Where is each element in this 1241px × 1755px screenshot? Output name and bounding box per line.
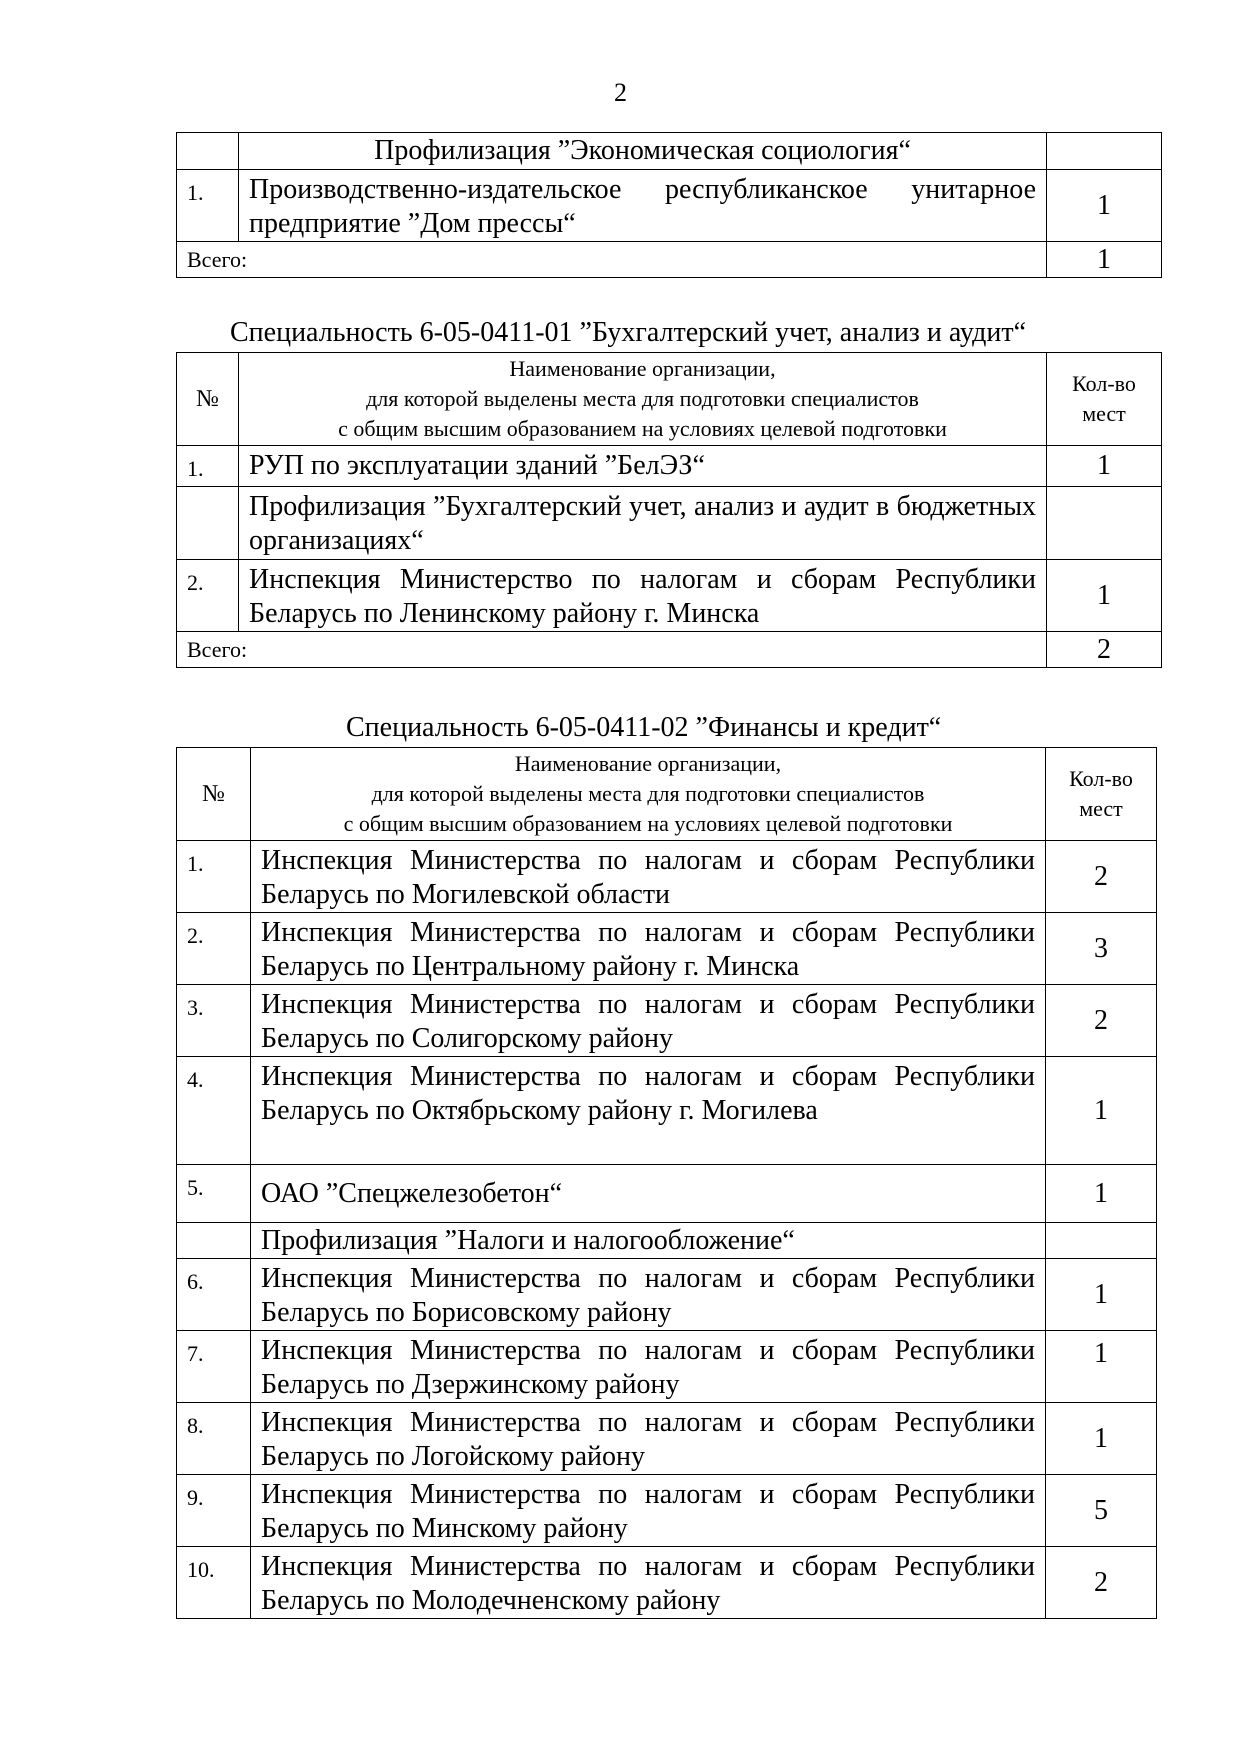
places-count: 1 — [1046, 1259, 1157, 1331]
row-number: 8. — [177, 1403, 251, 1475]
page-number: 2 — [614, 78, 627, 107]
row-number: 1. — [177, 446, 239, 487]
header-places-line: мест — [1079, 796, 1123, 821]
header-organization-line: с общим высшим образованием на условиях целевой подготовки — [343, 811, 953, 836]
organization-name: Инспекция Министерства по налогам и сборам Республики Беларусь по Октябрьскому району г. Могилева — [251, 1057, 1046, 1165]
places-count: 5 — [1046, 1475, 1157, 1547]
profile-row — [177, 487, 1162, 560]
table-row — [177, 913, 1157, 985]
table-row — [177, 170, 1162, 242]
header-organization-line: Наименование организации, — [509, 356, 776, 381]
organization-name: Производственно-издательское республиканское унитарное предприятие ”Дом прессы“ — [239, 170, 1047, 242]
places-count: 1 — [1047, 446, 1162, 487]
header-places-line: Кол-во — [1072, 371, 1136, 396]
table-row — [177, 1331, 1157, 1403]
header-organization-line: Наименование организации, — [514, 751, 782, 776]
table-row — [177, 985, 1157, 1057]
organization-name: Инспекция Министерства по налогам и сборам Республики Беларусь по Логойскому району — [251, 1403, 1046, 1475]
table-accounting — [176, 352, 1162, 668]
places-count: 2 — [1046, 1547, 1157, 1619]
organization-name: Инспекция Министерства по налогам и сборам Республики Беларусь по Могилевской области — [251, 841, 1046, 913]
total-label: Всего: — [177, 242, 1047, 278]
organization-name: РУП по эксплуатации зданий ”БелЭЗ“ — [239, 446, 1047, 487]
places-count: 1 — [1046, 1331, 1157, 1403]
row-number: 10. — [177, 1547, 251, 1619]
profile-label: Профилизация ”Бухгалтерский учет, анализ и аудит в бюджетных организациях“ — [239, 487, 1047, 560]
places-count: 1 — [1046, 1057, 1157, 1165]
profile-label: Профилизация ”Налоги и налогообложение“ — [251, 1223, 1046, 1259]
table-row — [177, 1475, 1157, 1547]
table-row — [177, 1057, 1157, 1165]
total-value: 1 — [1047, 242, 1162, 278]
organization-name: Инспекция Министерства по налогам и сборам Республики Беларусь по Центральному району г. Минска — [251, 913, 1046, 985]
row-number: 6. — [177, 1259, 251, 1331]
organization-name: Инспекция Министерства по налогам и сборам Республики Беларусь по Дзержинскому району — [251, 1331, 1046, 1403]
organization-name: Инспекция Министерства по налогам и сборам Республики Беларусь по Солигорскому району — [251, 985, 1046, 1057]
header-number: № — [177, 748, 251, 841]
row-number: 7. — [177, 1331, 251, 1403]
header-organization — [239, 353, 1047, 446]
row-number: 5. — [177, 1165, 251, 1223]
header-places-line: мест — [1082, 401, 1126, 426]
header-number: № — [177, 353, 239, 446]
header-organization-line: для которой выделены места для подготовки специалистов — [371, 781, 925, 806]
table-row — [177, 1403, 1157, 1475]
table-row — [177, 560, 1162, 632]
total-value: 2 — [1047, 632, 1162, 668]
places-count: 1 — [1047, 170, 1162, 242]
profile-row — [177, 1223, 1157, 1259]
specialty-caption-accounting: Специальность 6-05-0411-01 ”Бухгалтерский учет, анализ и аудит“ — [230, 317, 1026, 348]
header-places-line: Кол-во — [1069, 766, 1133, 791]
organization-name: Инспекция Министерство по налогам и сборам Республики Беларусь по Ленинскому району г. Минска — [239, 560, 1047, 632]
profile-row — [177, 133, 1162, 170]
table-header — [177, 353, 1162, 446]
organization-name: Инспекция Министерства по налогам и сборам Республики Беларусь по Борисовскому району — [251, 1259, 1046, 1331]
table-row — [177, 446, 1162, 487]
table-row — [177, 1547, 1157, 1619]
places-count: 2 — [1046, 841, 1157, 913]
places-count: 2 — [1046, 985, 1157, 1057]
header-places — [1047, 353, 1162, 446]
places-count: 1 — [1046, 1403, 1157, 1475]
total-row — [177, 632, 1162, 668]
table-finance — [176, 747, 1157, 1619]
row-number: 4. — [177, 1057, 251, 1165]
organization-name: Инспекция Министерства по налогам и сборам Республики Беларусь по Минскому району — [251, 1475, 1046, 1547]
organization-name: Инспекция Министерства по налогам и сборам Республики Беларусь по Молодечненскому району — [251, 1547, 1046, 1619]
places-count: 1 — [1047, 560, 1162, 632]
row-number: 2. — [177, 560, 239, 632]
places-count: 1 — [1046, 1165, 1157, 1223]
header-organization-line: для которой выделены места для подготовки специалистов — [366, 386, 919, 411]
organization-name: ОАО ”Спецжелезобетон“ — [251, 1165, 1046, 1223]
table-economic-sociology — [176, 132, 1162, 278]
row-number: 2. — [177, 913, 251, 985]
row-number: 3. — [177, 985, 251, 1057]
places-count: 3 — [1046, 913, 1157, 985]
table-header — [177, 748, 1157, 841]
row-number: 9. — [177, 1475, 251, 1547]
header-organization — [251, 748, 1046, 841]
specialty-caption-finance: Специальность 6-05-0411-02 ”Финансы и кредит“ — [346, 712, 942, 743]
header-organization-line: с общим высшим образованием на условиях целевой подготовки — [338, 416, 947, 441]
table-row — [177, 1165, 1157, 1223]
header-places — [1046, 748, 1157, 841]
table-row — [177, 841, 1157, 913]
table-row — [177, 1259, 1157, 1331]
total-label: Всего: — [177, 632, 1047, 668]
profile-label: Профилизация ”Экономическая социология“ — [239, 133, 1047, 170]
row-number: 1. — [177, 170, 239, 242]
total-row — [177, 242, 1162, 278]
row-number: 1. — [177, 841, 251, 913]
